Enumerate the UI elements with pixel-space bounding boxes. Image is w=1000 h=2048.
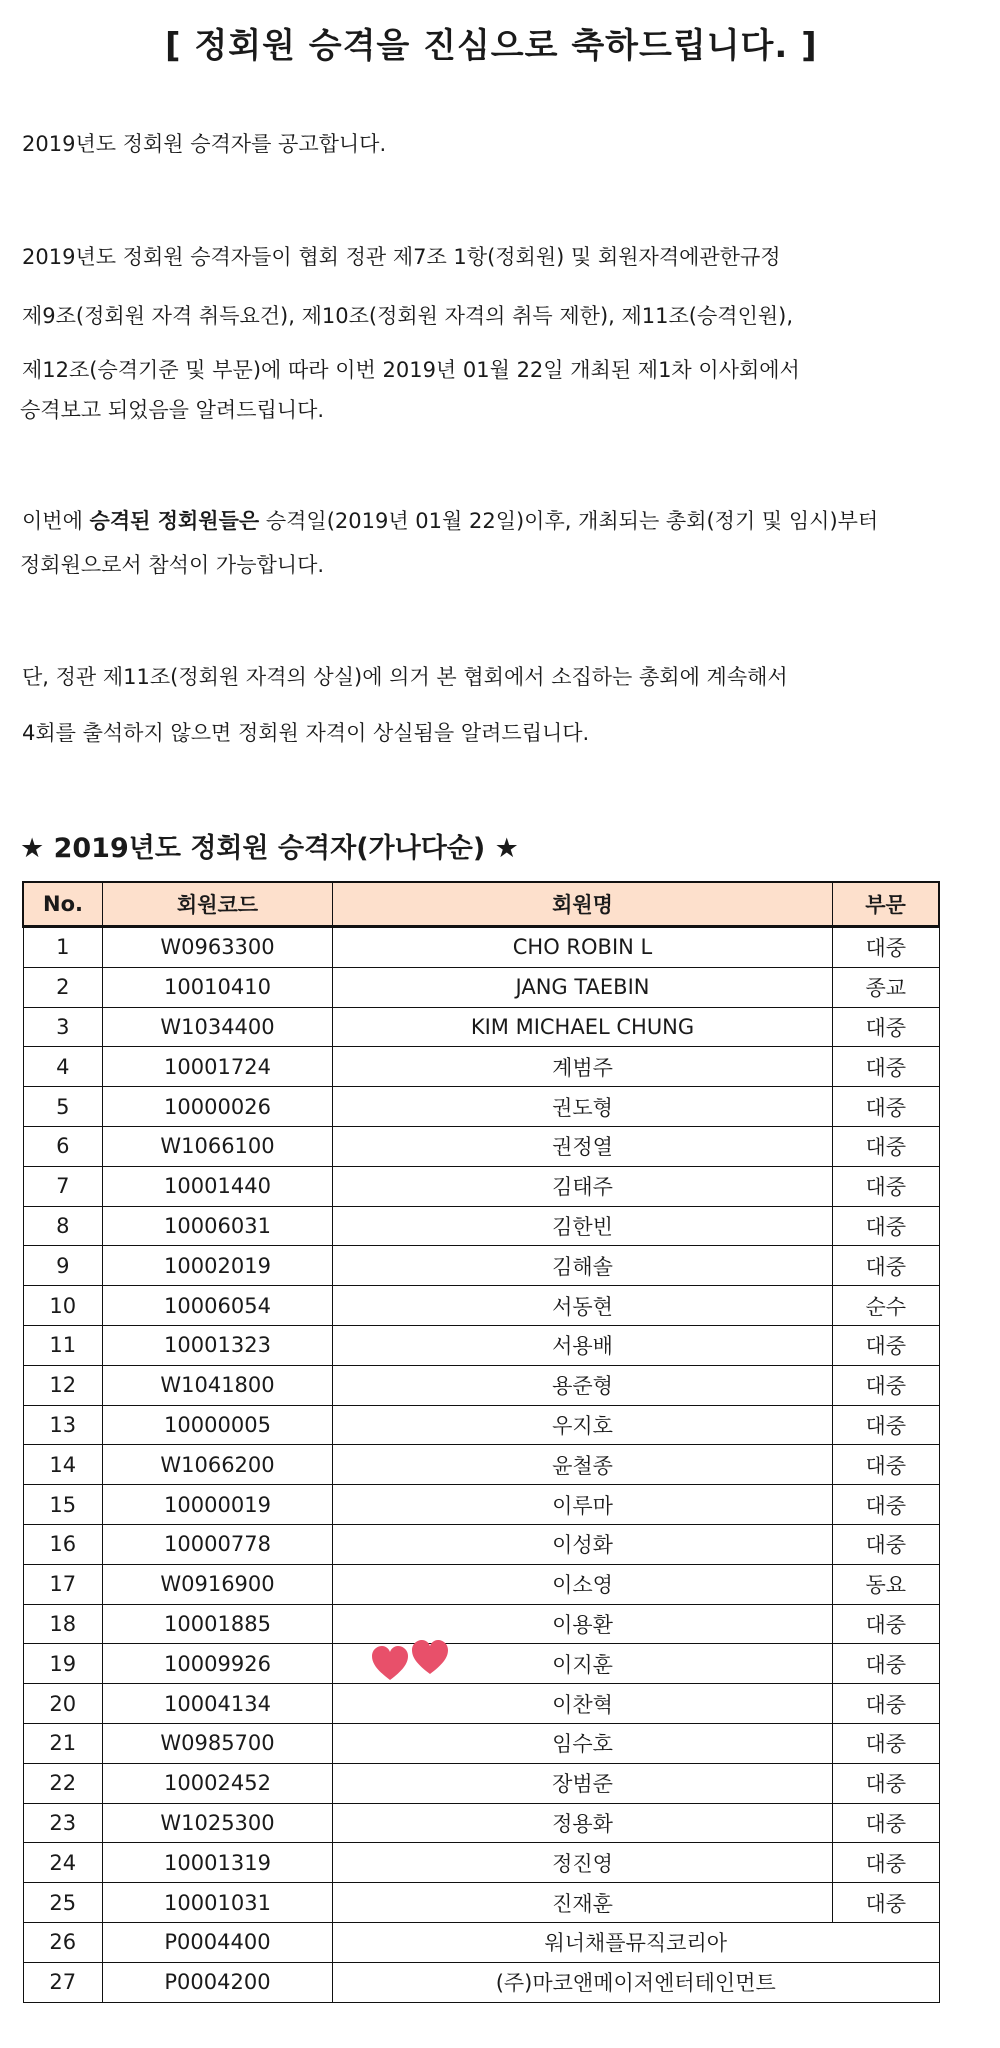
cell-code: 10001885 bbox=[103, 1604, 333, 1644]
cell-code: 10001319 bbox=[103, 1843, 333, 1883]
cell-division: 대중 bbox=[833, 1843, 940, 1883]
cell-division: 대중 bbox=[833, 1325, 940, 1365]
cell-no: 16 bbox=[23, 1524, 103, 1564]
page-title: [ 정회원 승격을 진심으로 축하드립니다. ] bbox=[165, 26, 818, 66]
cell-division: 대중 bbox=[833, 1485, 940, 1525]
table-row bbox=[23, 1325, 939, 1365]
cell-name: (주)마코앤메이저엔터테인먼트 bbox=[333, 1962, 940, 2002]
cell-no: 8 bbox=[23, 1206, 103, 1246]
cell-code: 10000778 bbox=[103, 1524, 333, 1564]
cell-name: JANG TAEBIN bbox=[333, 967, 833, 1007]
cell-no: 5 bbox=[23, 1087, 103, 1127]
section-title: ★ 2019년도 정회원 승격자(가나다순) ★ bbox=[20, 833, 519, 864]
table-row bbox=[23, 1922, 939, 1962]
cell-division: 대중 bbox=[833, 1445, 940, 1485]
cell-code: 10010410 bbox=[103, 967, 333, 1007]
cell-no: 20 bbox=[23, 1684, 103, 1724]
cell-name: 권도형 bbox=[333, 1087, 833, 1127]
notice-line-3: 제12조(승격기준 및 부문)에 따라 이번 2019년 01월 22일 개최된 제1차 이사회에서 bbox=[22, 358, 800, 382]
cell-division: 대중 bbox=[833, 1047, 940, 1087]
cell-no: 19 bbox=[23, 1644, 103, 1684]
cell-code: P0004400 bbox=[103, 1922, 333, 1962]
cell-name: 김한빈 bbox=[333, 1206, 833, 1246]
cell-code: W0963300 bbox=[103, 927, 333, 968]
cell-division: 대중 bbox=[833, 1763, 940, 1803]
table-row bbox=[23, 1763, 939, 1803]
attendance-line-1 bbox=[22, 507, 878, 535]
table-row bbox=[23, 1286, 939, 1326]
cell-name: 이루마 bbox=[333, 1485, 833, 1525]
members-table bbox=[22, 881, 940, 2003]
cell-no: 9 bbox=[23, 1246, 103, 1286]
heart-icon bbox=[370, 1644, 410, 1684]
attendance-text-a: 이번에 bbox=[22, 509, 90, 533]
cell-division: 순수 bbox=[833, 1286, 940, 1326]
cell-no: 27 bbox=[23, 1962, 103, 2002]
cell-code: 10001724 bbox=[103, 1047, 333, 1087]
table-row bbox=[23, 1166, 939, 1206]
attendance-line-2: 정회원으로서 참석이 가능합니다. bbox=[20, 553, 325, 577]
cell-division: 대중 bbox=[833, 1684, 940, 1724]
cell-no: 14 bbox=[23, 1445, 103, 1485]
table-row bbox=[23, 1604, 939, 1644]
header-no: No. bbox=[23, 882, 103, 927]
cell-division: 대중 bbox=[833, 1007, 940, 1047]
cell-name: 용준형 bbox=[333, 1365, 833, 1405]
cell-name: 우지호 bbox=[333, 1405, 833, 1445]
cell-no: 1 bbox=[23, 927, 103, 968]
cell-code: 10009926 bbox=[103, 1644, 333, 1684]
cell-code: 10004134 bbox=[103, 1684, 333, 1724]
table-row bbox=[23, 1485, 939, 1525]
cell-name: 이소영 bbox=[333, 1564, 833, 1604]
cell-no: 26 bbox=[23, 1922, 103, 1962]
cell-code: 10006054 bbox=[103, 1286, 333, 1326]
cell-name: 권정열 bbox=[333, 1126, 833, 1166]
cell-name: CHO ROBIN L bbox=[333, 927, 833, 968]
table-row bbox=[23, 1087, 939, 1127]
cell-code: W1034400 bbox=[103, 1007, 333, 1047]
cell-no: 18 bbox=[23, 1604, 103, 1644]
cell-division: 종교 bbox=[833, 967, 940, 1007]
loss-line-1: 단, 정관 제11조(정회원 자격의 상실)에 의거 본 협회에서 소집하는 총회에 계속해서 bbox=[22, 665, 788, 689]
cell-code: 10000019 bbox=[103, 1485, 333, 1525]
table-row bbox=[23, 1564, 939, 1604]
cell-no: 24 bbox=[23, 1843, 103, 1883]
cell-name: 진재훈 bbox=[333, 1883, 833, 1923]
table-row bbox=[23, 1524, 939, 1564]
cell-name: 서동현 bbox=[333, 1286, 833, 1326]
cell-code: 10000005 bbox=[103, 1405, 333, 1445]
table-row bbox=[23, 1684, 939, 1724]
cell-name: 윤철종 bbox=[333, 1445, 833, 1485]
cell-division: 대중 bbox=[833, 1803, 940, 1843]
notice-line-2: 제9조(정회원 자격 취득요건), 제10조(정회원 자격의 취득 제한), 제11조(승격인원), bbox=[22, 304, 794, 328]
cell-code: W1066200 bbox=[103, 1445, 333, 1485]
cell-name: 서용배 bbox=[333, 1325, 833, 1365]
cell-code: 10000026 bbox=[103, 1087, 333, 1127]
cell-name: 장범준 bbox=[333, 1763, 833, 1803]
cell-division: 대중 bbox=[833, 1723, 940, 1763]
table-header-row bbox=[23, 882, 939, 927]
table-row bbox=[23, 1047, 939, 1087]
table-row bbox=[23, 1962, 939, 2002]
cell-name: 이성화 bbox=[333, 1524, 833, 1564]
header-name: 회원명 bbox=[333, 882, 833, 927]
table-row bbox=[23, 967, 939, 1007]
cell-division: 대중 bbox=[833, 1087, 940, 1127]
cell-no: 13 bbox=[23, 1405, 103, 1445]
cell-name: 정진영 bbox=[333, 1843, 833, 1883]
cell-name: 이찬혁 bbox=[333, 1684, 833, 1724]
cell-code: 10006031 bbox=[103, 1206, 333, 1246]
cell-division: 대중 bbox=[833, 1166, 940, 1206]
cell-code: 10001440 bbox=[103, 1166, 333, 1206]
cell-no: 6 bbox=[23, 1126, 103, 1166]
cell-division: 대중 bbox=[833, 1604, 940, 1644]
cell-no: 21 bbox=[23, 1723, 103, 1763]
cell-code: P0004200 bbox=[103, 1962, 333, 2002]
cell-no: 2 bbox=[23, 967, 103, 1007]
attendance-text-c: 승격일(2019년 01월 22일)이후, 개최되는 총회(정기 및 임시)부터 bbox=[259, 509, 879, 533]
cell-code: 10001031 bbox=[103, 1883, 333, 1923]
header-code: 회원코드 bbox=[103, 882, 333, 927]
cell-name: 이용환 bbox=[333, 1604, 833, 1644]
cell-no: 22 bbox=[23, 1763, 103, 1803]
cell-division: 대중 bbox=[833, 1883, 940, 1923]
cell-code: 10002452 bbox=[103, 1763, 333, 1803]
table-row bbox=[23, 1723, 939, 1763]
table-row bbox=[23, 1644, 939, 1684]
cell-name: 임수호 bbox=[333, 1723, 833, 1763]
cell-no: 25 bbox=[23, 1883, 103, 1923]
table-body bbox=[23, 927, 939, 2003]
table-row bbox=[23, 1843, 939, 1883]
cell-no: 3 bbox=[23, 1007, 103, 1047]
table-row bbox=[23, 1883, 939, 1923]
cell-code: W0916900 bbox=[103, 1564, 333, 1604]
notice-line-1: 2019년도 정회원 승격자들이 협회 정관 제7조 1항(정회원) 및 회원자격에관한규정 bbox=[22, 245, 781, 269]
table-row bbox=[23, 1803, 939, 1843]
cell-division: 대중 bbox=[833, 1206, 940, 1246]
cell-no: 12 bbox=[23, 1365, 103, 1405]
heart-icon bbox=[410, 1638, 450, 1678]
attendance-text-bold: 승격된 정회원들은 bbox=[89, 509, 260, 533]
cell-division: 동요 bbox=[833, 1564, 940, 1604]
cell-division: 대중 bbox=[833, 1246, 940, 1286]
cell-division: 대중 bbox=[833, 1644, 940, 1684]
cell-no: 17 bbox=[23, 1564, 103, 1604]
cell-no: 15 bbox=[23, 1485, 103, 1525]
cell-name: KIM MICHAEL CHUNG bbox=[333, 1007, 833, 1047]
table-row bbox=[23, 1246, 939, 1286]
loss-line-2: 4회를 출석하지 않으면 정회원 자격이 상실됨을 알려드립니다. bbox=[22, 721, 590, 745]
table-row bbox=[23, 1206, 939, 1246]
cell-name: 정용화 bbox=[333, 1803, 833, 1843]
cell-name: 워너채플뮤직코리아 bbox=[333, 1922, 940, 1962]
header-division: 부문 bbox=[833, 882, 940, 927]
cell-code: 10001323 bbox=[103, 1325, 333, 1365]
cell-no: 10 bbox=[23, 1286, 103, 1326]
notice-line-4: 승격보고 되었음을 알려드립니다. bbox=[20, 398, 325, 422]
cell-code: W1066100 bbox=[103, 1126, 333, 1166]
table-row bbox=[23, 927, 939, 968]
cell-no: 4 bbox=[23, 1047, 103, 1087]
cell-name: 계범주 bbox=[333, 1047, 833, 1087]
cell-name: 이지훈 bbox=[333, 1644, 833, 1684]
cell-name: 김해솔 bbox=[333, 1246, 833, 1286]
table-row bbox=[23, 1007, 939, 1047]
cell-no: 11 bbox=[23, 1325, 103, 1365]
cell-code: W1041800 bbox=[103, 1365, 333, 1405]
cell-code: W1025300 bbox=[103, 1803, 333, 1843]
cell-code: W0985700 bbox=[103, 1723, 333, 1763]
cell-division: 대중 bbox=[833, 1524, 940, 1564]
cell-division: 대중 bbox=[833, 1405, 940, 1445]
table-row bbox=[23, 1445, 939, 1485]
cell-division: 대중 bbox=[833, 1126, 940, 1166]
cell-division: 대중 bbox=[833, 1365, 940, 1405]
cell-name: 김태주 bbox=[333, 1166, 833, 1206]
table-row bbox=[23, 1365, 939, 1405]
cell-division: 대중 bbox=[833, 927, 940, 968]
cell-no: 7 bbox=[23, 1166, 103, 1206]
table-row bbox=[23, 1405, 939, 1445]
table-row bbox=[23, 1126, 939, 1166]
cell-no: 23 bbox=[23, 1803, 103, 1843]
intro-text: 2019년도 정회원 승격자를 공고합니다. bbox=[22, 132, 387, 156]
cell-code: 10002019 bbox=[103, 1246, 333, 1286]
